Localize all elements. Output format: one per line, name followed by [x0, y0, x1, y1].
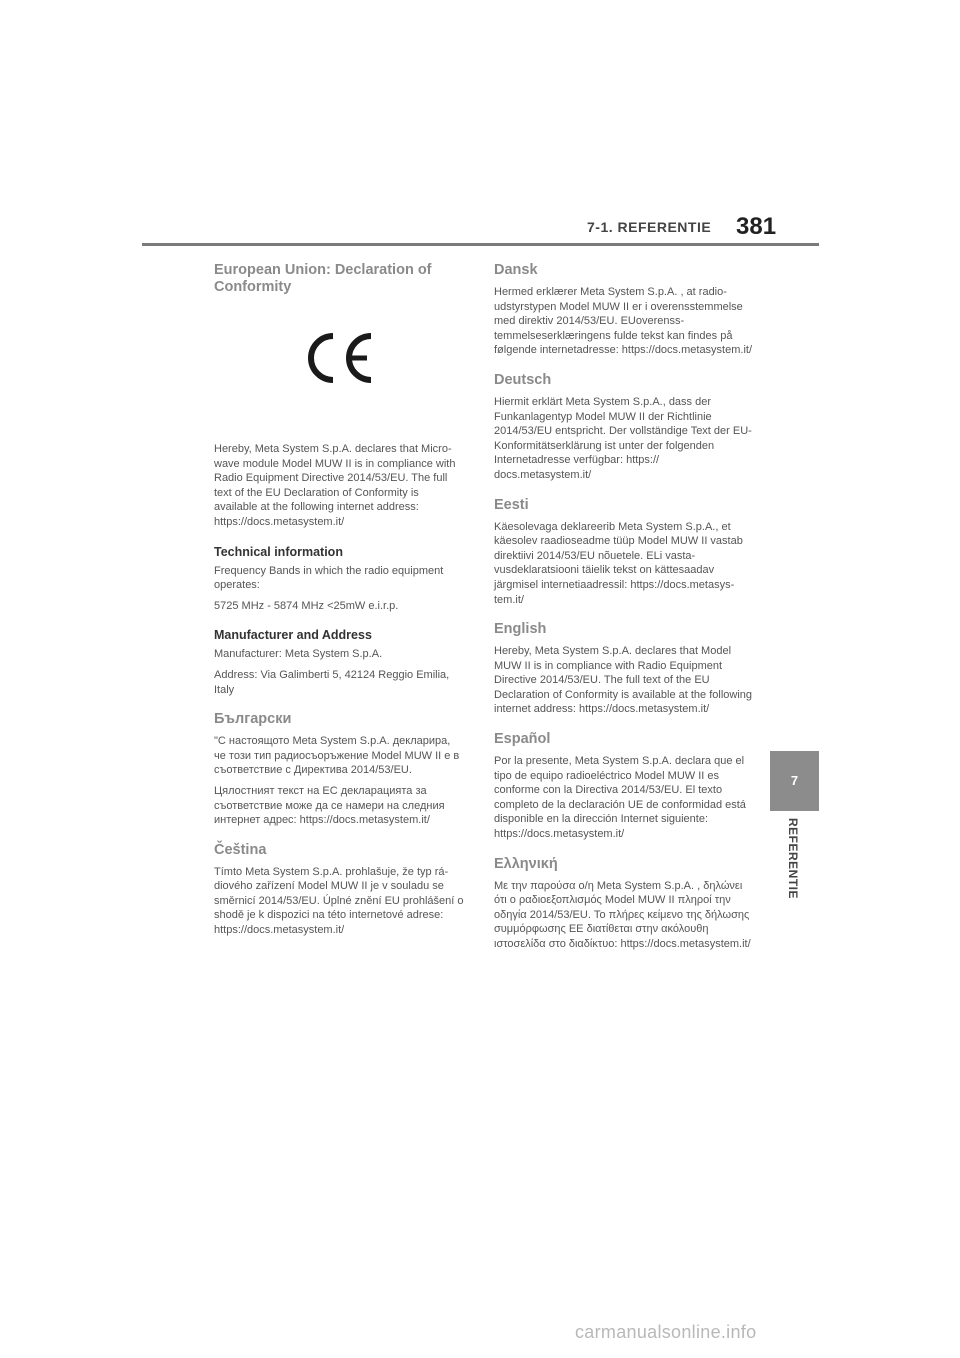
german-title: Deutsch: [494, 371, 552, 388]
spanish-title: Español: [494, 731, 551, 748]
estonian-text: Käesolevaga deklareerib Meta System S.p.A., et käesolev raadioseadme tüüp Model MUW II vastab direktiivi 2014/53/EU nõuetele. ELi vastavusdeklaratsiooni täielik tekst on kättesaadav järgmisel internetiaadressil: https://docs.metasystem.it/: [494, 520, 743, 606]
english-text: Hereby, Meta System S.p.A. declares that Model MUW II is in compliance with Radio Equipment Directive 2014/53/EU. The full text of the EU Declaration of Conformity is available at the following internet address: https://docs.metasystem.it/: [494, 645, 753, 716]
czech-title: Čeština: [214, 841, 267, 858]
estonian-title: Eesti: [494, 496, 529, 513]
spanish-text: Por la presente, Meta System S.p.A. declara que el tipo de equipo radioeléctrico Model MUW II es conforme con la Directiva 2014/53/EU. El texto completo de la declaración UE de conformidad está disponible en la dirección Internet siguiente: https://docs.metasystem.it/: [494, 755, 746, 841]
manufacturer-title: Manufacturer and Address: [214, 628, 372, 643]
danish-text: Hermed erklærer Meta System S.p.A. , at radioudstyrstypen Model MUW II er i overensstemmelse med direktiv 2014/53/EU. EUoverensstemmelseserklæringens fulde tekst kan findes på følgende internetadresse: https://docs.metasystem.it/: [494, 286, 753, 357]
bulgarian-text-2: Цялостният текст на ЕС декларацията за съответствие може да се намери на следния интернет адрес: https://docs.metasystem.it/: [214, 784, 445, 827]
chapter-tab[interactable]: 7: [770, 751, 819, 811]
bulgarian-text-1: "С настоящото Meta System S.p.A. декларира, че този тип радиосъоръжение Model MUW II е в съответствие с Директива 2014/53/EU.: [214, 735, 460, 777]
german-text: Hiermit erklärt Meta System S.p.A., dass der Funkanlagentyp Model MUW II der Richtlinie 2014/53/EU entspricht. Der vollständige Text der EU-Konformitätserklärung ist unter der folgenden Internetadresse verfügbar: https:// docs.metasystem.it/: [494, 395, 752, 481]
manufacturer-address: Address: Via Galimberti 5, 42124 Reggio Emilia, Italy: [214, 668, 450, 696]
manufacturer-name: Manufacturer: Meta System S.p.A.: [214, 648, 383, 661]
danish-title: Dansk: [494, 262, 538, 278]
chapter-label: REFERENTIE: [786, 818, 800, 900]
bulgarian-title: Български: [214, 711, 292, 728]
greek-text: Με την παρούσα ο/η Meta System S.p.A. , δηλώνει ότι ο ραδιοεξοπλισμός Model MUW II πληροί την οδηγία 2014/53/EU. Το πλήρες κείμενο της δήλωσης συμμόρφωσης ΕΕ διατίθεται στην ακόλουθη ιστοσελίδα στο διαδίκτυο: https://docs.metasystem.it/: [494, 879, 751, 950]
eu-declaration-text: Hereby, Meta System S.p.A. declares that Microwave module Model MUW II is in compliance with Radio Equipment Directive 2014/53/EU. The full text of the EU Declaration of Conformity is available at the following internet address: https://docs.metasystem.it/: [214, 443, 456, 528]
eu-declaration-title: European Union: Declaration of Conformity: [214, 262, 432, 295]
section-header: 7-1. REFERENTIE: [587, 219, 712, 235]
english-title: English: [494, 621, 547, 638]
greek-title: Ελληνική: [494, 855, 558, 872]
czech-text: Tímto Meta System S.p.A. prohlašuje, že typ rádiového zařízení Model MUW II je v souladu se směrnicí 2014/53/EU. Úplné znění EU prohlášení o shodě je k dispozici na této internetové adrese: https://docs.metasystem.it/: [214, 865, 464, 937]
technical-info-text: Frequency Bands in which the radio equipment operates:: [214, 564, 444, 592]
left-column: [214, 262, 464, 944]
header-divider: [142, 243, 819, 246]
page-number: 381: [736, 213, 777, 240]
ce-mark-icon: [299, 328, 379, 388]
ce-mark-logo: [214, 318, 464, 398]
frequency-range: 5725 MHz - 5874 MHz <25mW e.i.r.p.: [214, 599, 399, 612]
right-column: [494, 262, 754, 958]
watermark: carmanualsonline.info: [575, 1322, 757, 1342]
technical-info-title: Technical information: [214, 544, 343, 559]
